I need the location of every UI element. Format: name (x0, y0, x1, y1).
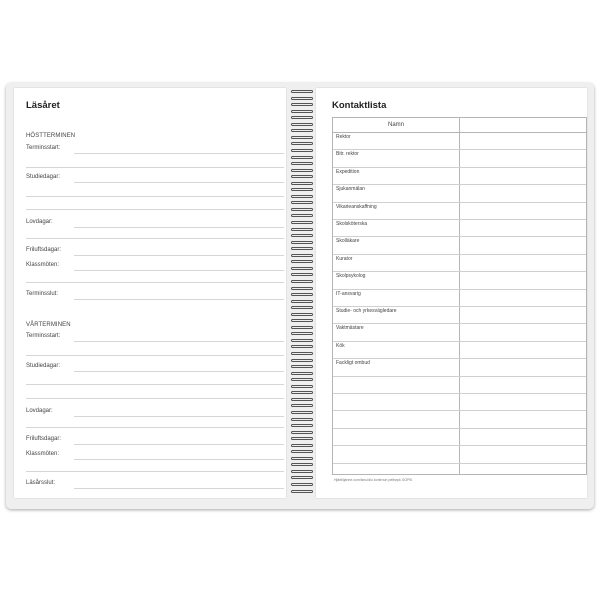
spiral-coil (291, 326, 313, 329)
spiral-coil (291, 437, 313, 440)
autumn-terminsslut-label: Terminsslut: (26, 291, 59, 297)
table-row[interactable] (333, 306, 586, 307)
spiral-coil (291, 424, 313, 427)
spiral-coil (291, 254, 313, 257)
spiral-coil (291, 221, 313, 224)
autumn-studiedagar-label: Studiedagar: (26, 174, 61, 180)
writing-line[interactable] (26, 167, 284, 168)
table-row[interactable] (333, 271, 586, 272)
contact-row-label: Skolläkare (336, 238, 360, 245)
spiral-coil (291, 103, 313, 106)
right-page (316, 88, 587, 498)
spiral-coil (291, 352, 313, 355)
writing-line[interactable] (74, 182, 284, 183)
spiral-coil (291, 319, 313, 322)
table-row[interactable] (333, 323, 586, 324)
table-row[interactable] (333, 428, 586, 429)
spiral-coil (291, 339, 313, 342)
spiral-coil (291, 142, 313, 145)
header-divider (333, 132, 586, 133)
column-header-namn: Namn (387, 122, 404, 128)
spiral-coil (291, 241, 313, 244)
spring-klassmoten-label: Klassmöten: (26, 451, 60, 457)
contact-row-label: Fackligt ombud (336, 360, 370, 367)
spiral-coil (291, 378, 313, 381)
spring-friluftsdagar-label: Friluftsdagar: (26, 436, 62, 442)
autumn-heading: HÖSTTERMINEN (26, 133, 76, 139)
table-row[interactable] (333, 393, 586, 394)
spiral-coil (291, 490, 313, 493)
spiral-coil (291, 372, 313, 375)
contact-row-label: Skolpsykolog (336, 273, 366, 280)
writing-line[interactable] (26, 238, 284, 239)
spiral-coil (291, 404, 313, 407)
writing-line[interactable] (26, 209, 284, 210)
spiral-coil (291, 306, 313, 309)
writing-line[interactable] (26, 427, 284, 428)
writing-line[interactable] (74, 444, 284, 445)
spiral-coil (291, 476, 313, 479)
spiral-coil (291, 156, 313, 159)
writing-line[interactable] (74, 227, 284, 228)
writing-line[interactable] (74, 341, 284, 342)
spring-lasarsslut-label: Läsårsslut: (26, 480, 56, 486)
spiral-coil (291, 287, 313, 290)
writing-line[interactable] (74, 488, 284, 489)
spiral-coil (291, 483, 313, 486)
spiral-coil (291, 267, 313, 270)
spiral-coil (291, 110, 313, 113)
spiral-coil (291, 149, 313, 152)
spiral-coil (291, 470, 313, 473)
spiral-coil (291, 385, 313, 388)
table-row[interactable] (333, 149, 586, 150)
left-page (14, 88, 286, 498)
page-title: Läsåret (26, 100, 60, 111)
spiral-coil (291, 431, 313, 434)
spiral-coil (291, 214, 313, 217)
contact-row-label: Expedition (336, 168, 360, 175)
writing-line[interactable] (74, 459, 284, 460)
spiral-coil (291, 228, 313, 231)
spiral-coil (291, 247, 313, 250)
table-row[interactable] (333, 341, 586, 342)
spiral-coil (291, 463, 313, 466)
contact-row-label: Kurator (336, 255, 353, 262)
spiral-coil (291, 195, 313, 198)
spiral-coil (291, 90, 313, 93)
spiral-coil (291, 391, 313, 394)
spiral-coil (291, 418, 313, 421)
planner (6, 83, 594, 509)
spiral-coil (291, 280, 313, 283)
table-row[interactable] (333, 219, 586, 220)
table-row[interactable] (333, 236, 586, 237)
writing-line[interactable] (74, 153, 284, 154)
writing-line[interactable] (74, 371, 284, 372)
spiral-coil (291, 97, 313, 100)
writing-line[interactable] (74, 255, 284, 256)
spiral-coil (291, 450, 313, 453)
table-row[interactable] (333, 376, 586, 377)
spiral-coil (291, 169, 313, 172)
page-title: Kontaktlista (332, 100, 387, 111)
spiral-coil (291, 332, 313, 335)
contact-row-label: Sjukanmälan (336, 186, 365, 193)
spiral-coil (291, 345, 313, 348)
contact-row-label: Vikarieanskaffning (336, 203, 377, 210)
writing-line[interactable] (26, 384, 284, 385)
contact-row-label: Kök (336, 342, 345, 349)
column-divider (459, 118, 460, 474)
spring-studiedagar-label: Studiedagar: (26, 363, 61, 369)
writing-line[interactable] (26, 282, 284, 283)
footer-note: Hjärtliljanne.com/lsnu/dio kontrnun peltsrpk GOPB (334, 478, 412, 482)
contact-table (332, 117, 587, 475)
spring-lovdagar-label: Lovdagar: (26, 408, 53, 414)
spring-terminsstart-label: Terminsstart: (26, 333, 61, 339)
table-row[interactable] (333, 167, 586, 168)
table-row[interactable] (333, 445, 586, 446)
spiral-coil (291, 313, 313, 316)
autumn-lovdagar-label: Lovdagar: (26, 219, 53, 225)
spiral-coil (291, 260, 313, 263)
table-row[interactable] (333, 184, 586, 185)
contact-row-label: Rektor (336, 134, 351, 140)
spiral-coil (291, 116, 313, 119)
writing-line[interactable] (26, 471, 284, 472)
spiral-coil (291, 365, 313, 368)
table-row[interactable] (333, 202, 586, 203)
spiral-coil (291, 293, 313, 296)
contact-row-label: IT-ansvarig (336, 290, 361, 297)
writing-line[interactable] (26, 398, 284, 399)
spiral-coil (291, 359, 313, 362)
spiral-coil (291, 457, 313, 460)
table-row[interactable] (333, 358, 586, 359)
autumn-terminsstart-label: Terminsstart: (26, 145, 61, 151)
spiral-coil (291, 273, 313, 276)
table-row[interactable] (333, 410, 586, 411)
spiral-coil (291, 162, 313, 165)
spiral-coil (291, 208, 313, 211)
writing-line[interactable] (26, 355, 284, 356)
writing-line[interactable] (74, 416, 284, 417)
contact-row-label: Skolsköterska (336, 221, 368, 227)
spiral-coil (291, 234, 313, 237)
autumn-friluftsdagar-label: Friluftsdagar: (26, 247, 62, 253)
contact-row-label: Vaktmästare (336, 325, 364, 332)
spiral-coil (291, 300, 313, 303)
spiral-coil (291, 398, 313, 401)
writing-line[interactable] (74, 270, 284, 271)
spiral-coil (291, 129, 313, 132)
spiral-coil (291, 175, 313, 178)
spiral-coil (291, 201, 313, 204)
spiral-coil (291, 411, 313, 414)
writing-line[interactable] (26, 196, 284, 197)
spiral-coil (291, 123, 313, 126)
contact-row-label: Bitr. rektor (336, 151, 359, 158)
autumn-klassmoten-label: Klassmöten: (26, 262, 60, 268)
table-row[interactable] (333, 463, 586, 464)
spiral-binding (289, 90, 314, 498)
writing-line[interactable] (74, 299, 284, 300)
contact-row-label: Studie- och yrkesvägledare (336, 308, 397, 314)
spring-heading: VÅRTERMINEN (26, 322, 71, 328)
spiral-coil (291, 444, 313, 447)
spiral-coil (291, 182, 313, 185)
table-row[interactable] (333, 289, 586, 290)
spiral-coil (291, 136, 313, 139)
spiral-coil (291, 188, 313, 191)
table-row[interactable] (333, 254, 586, 255)
